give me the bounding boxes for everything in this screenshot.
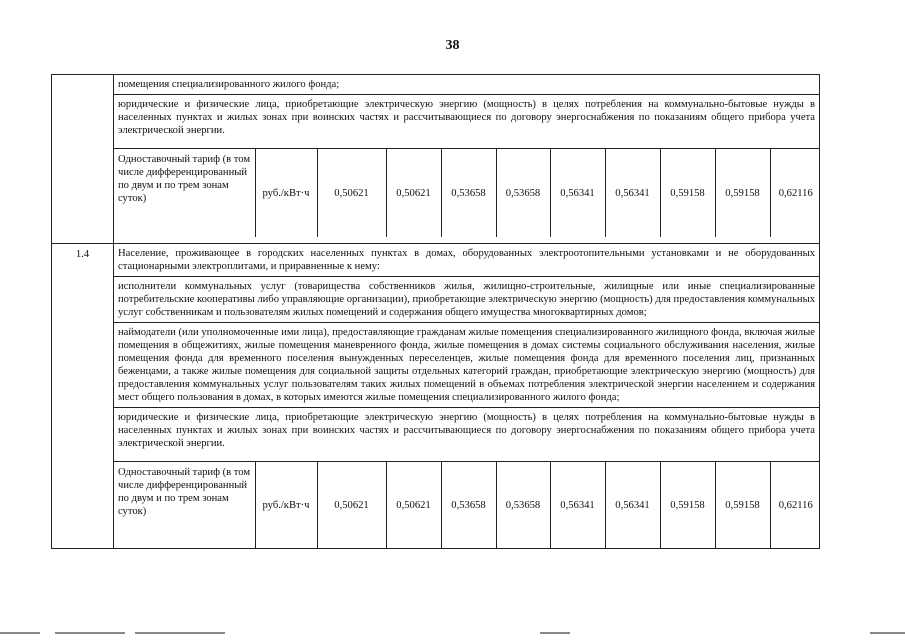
value-cell: 0,50621 [386,462,441,548]
row-number-cell [52,75,114,244]
paragraph: наймодатели (или уполномоченные ими лица), предоставляющие гражданам жилые помещения специализированного жилищного фонда, включая жилые помещения в общежитиях, жилые помещения маневренного фонда, жилые помещения в домах системы социального обслуживания населения, жилые помещения фонда для временного поселения вынужденных переселенцев, жилые помещения фонда для временного поселения лиц, признанных беженцами, а также жилые помещения для социальной защиты отдельных категорий граждан, приобретающие электрическую энергию (мощность) для предоставления коммунальных услуг пользователям таких жилых помещений в объемах потребления электрической энергии населением и содержания мест общего пользования в домах, в которых имеются жилые помещения специализированного жилого фонда; [114,323,819,408]
paragraph: помещения специализированного жилого фонда; [114,75,819,95]
value-cell: 0,62116 [778,499,813,511]
value-cell: 0,53658 [441,462,496,548]
paragraph: исполнители коммунальных услуг (товарищества собственников жилья, жилищно-строительные, жилищные или иные специализированные потребительские кооперативы либо управляющие организации), приобретающие электрическую энергию (мощность) для предоставления коммунальных услуг собственникам и пользователям жилых помещений и содержания общего имущества многоквартирных домов; [114,277,819,323]
scan-mark [540,632,570,634]
value-cell: 0,62116 [778,187,813,199]
paragraph: юридические и физические лица, приобретающие электрическую энергию (мощность) в целях потребления на коммунально-бытовые нужды в населенных пунктах и жилых зонах при воинских частях и рассчитывающиеся по договору энергоснабжения по показаниям общего прибора учета электрической энергии. [118,412,815,449]
value-cell: 0,59158 [660,149,715,237]
value-cell: 0,59158 [715,462,770,548]
paragraph: юридические и физические лица, приобретающие электрическую энергию (мощность) в целях потребления на коммунально-бытовые нужды в населенных пунктах и жилых зонах при воинских частях и рассчитывающиеся по договору энергоснабжения по показаниям общего прибора учета электрической энергии. [118,99,815,136]
description-cell [114,75,820,244]
spacer [114,237,819,243]
value-cell: 0,50621 [317,149,386,237]
page-number: 38 [445,38,460,53]
table-row [52,244,820,549]
description-cell [114,244,820,549]
unit-cell: руб./кВт·ч [255,149,317,237]
paragraph: Население, проживающее в городских населенных пунктах в домах, оборудованных электроотопительными установками и не оборудованных стационарными электроплитами, и приравненные к нему: [114,244,819,277]
scan-edge [0,624,905,640]
value-cell: 0,53658 [496,462,550,548]
tariff-label: Одноставочный тариф (в том числе дифференцированный по двум и по трем зонам суток) [114,149,255,237]
value-cell: 0,59158 [715,149,770,237]
value-cell: 0,50621 [386,149,441,237]
value-cell: 0,56341 [550,462,605,548]
scan-mark [55,632,125,634]
value-cell: 0,56341 [605,462,660,548]
tariff-row [114,149,821,237]
scan-mark [135,632,225,634]
row-number-cell: 1.4 [52,244,114,549]
spacer [114,453,819,462]
unit-cell: руб./кВт·ч [255,462,317,548]
scan-mark [870,632,905,634]
value-cell: 0,56341 [605,149,660,237]
tariff-row [114,462,821,548]
value-cell: 0,53658 [496,149,550,237]
value-cell: 0,56341 [550,149,605,237]
table-row [52,75,820,244]
value-cell: 0,59158 [660,462,715,548]
value-cell: 0,50621 [317,462,386,548]
tariff-label: Одноставочный тариф (в том числе дифференцированный по двум и по трем зонам суток) [114,462,255,548]
scan-mark [0,632,40,634]
value-cell: 0,53658 [441,149,496,237]
spacer [114,140,819,149]
tariff-table [51,74,820,549]
